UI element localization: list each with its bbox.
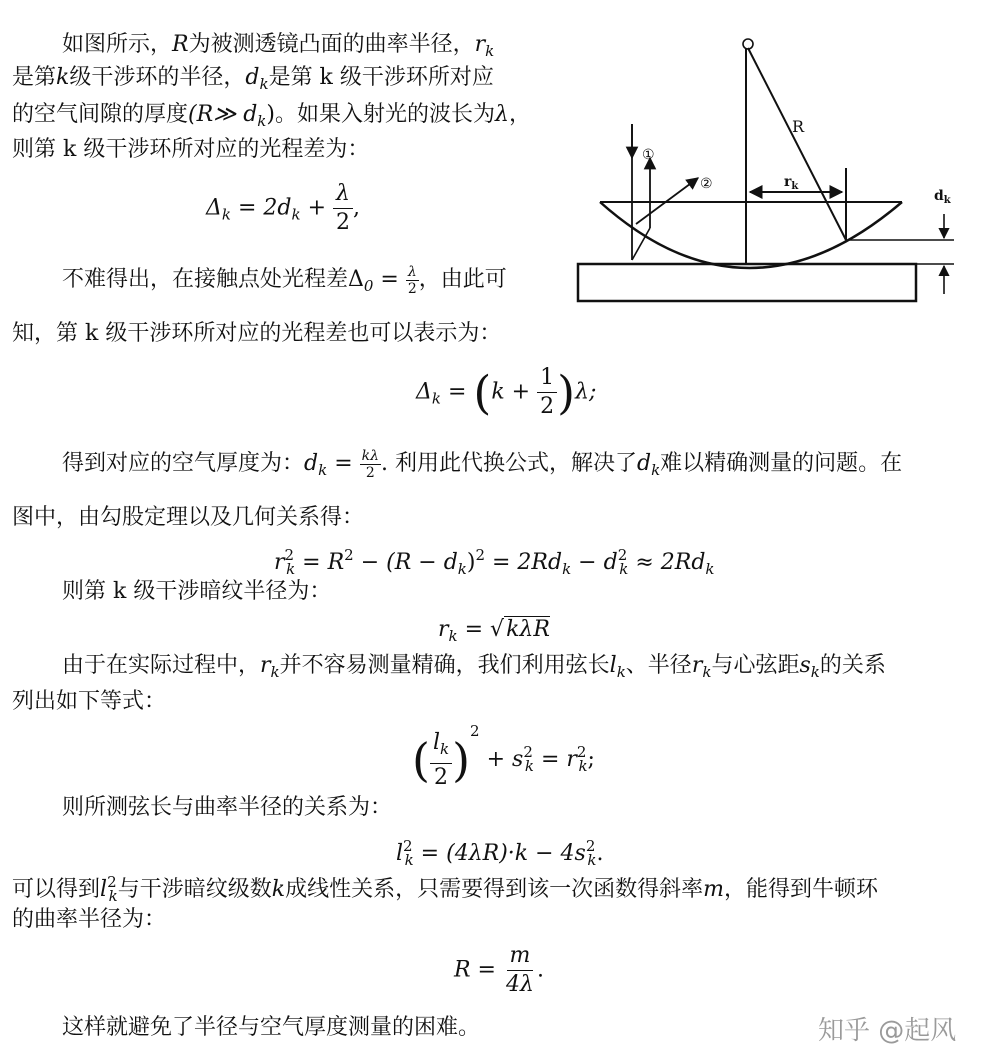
curvature-center-label: O bbox=[742, 31, 752, 45]
label-R: R bbox=[792, 117, 805, 136]
watermark: 知乎 @起风 bbox=[818, 1016, 957, 1046]
para5-line1: 由于在实际过程中，$r_k$并不容易测量精确，我们利用弦长$l_k$、半径$r_k$与心弦距$s_k$的关系 bbox=[62, 653, 886, 681]
ray2-label: ② bbox=[700, 176, 713, 192]
equation-7: R = $\frac{m}{4\lambda}$ . bbox=[454, 943, 544, 997]
equation-3: $r^2_k = R^2 - (R - d_k)^2 = 2Rd_k - d^2_k \approx 2Rd_k$ bbox=[274, 546, 715, 578]
para8: 这样就避免了半径与空气厚度测量的困难。 bbox=[62, 1015, 481, 1040]
label-rk: $r_k$ bbox=[784, 174, 799, 192]
para2-line2: 知，第 k 级干涉环所对应的光程差也可以表示为： bbox=[12, 321, 502, 346]
para1-line2: 是第k级干涉环的半径，$d_k$是第 k 级干涉环所对应 bbox=[12, 65, 494, 93]
label-dk: $d_k$ bbox=[934, 188, 951, 206]
curvature-center-marker bbox=[743, 39, 753, 49]
equation-6: $l^2_k = (4\lambda R)\cdot k - 4s^2_k$. bbox=[396, 837, 604, 869]
newton-rings-figure bbox=[570, 28, 990, 318]
para5-line2: 列出如下等式： bbox=[12, 689, 167, 714]
ray1-label: ① bbox=[642, 147, 655, 163]
radius-line bbox=[748, 48, 846, 240]
equation-5: ( $\frac{l_k}{2}$ )$^2 + s^2_k = r^2_k$; bbox=[412, 722, 595, 790]
para2-line1: 不难得出，在接触点处光程差$\Delta_0$ = $\frac{\lambda}{2}$ ，由此可 bbox=[62, 263, 507, 297]
equation-1: $\Delta_k = 2d_k$ + $\frac{\lambda}{2}$ , bbox=[206, 181, 360, 235]
glass-plate bbox=[578, 264, 916, 301]
para4: 则第 k 级干涉暗纹半径为： bbox=[62, 579, 332, 604]
equation-2: $\Delta_k = (k$ + $\frac{1}{2}$ )λ; bbox=[416, 365, 597, 420]
para7-line1: 可以得到$l^2_k$与干涉暗纹级数k成线性关系，只需要得到该一次函数得斜率m，能得到牛顿环 bbox=[12, 873, 878, 905]
para6: 则所测弦长与曲率半径的关系为： bbox=[62, 795, 393, 820]
equation-4: $r_k = √k\lambda R$ bbox=[438, 617, 550, 645]
para1-line3: 的空气间隙的厚度(R≫ $d_k$)。如果入射光的波长为λ， bbox=[12, 102, 531, 130]
para1-line1: 如图所示，R为被测透镜凸面的曲率半径，$r_k$ bbox=[62, 32, 495, 60]
para3-line2: 图中，由勾股定理以及几何关系得： bbox=[12, 505, 365, 530]
para1-line4: 则第 k 级干涉环所对应的光程差为： bbox=[12, 137, 370, 162]
para7-line2: 的曲率半径为： bbox=[12, 907, 167, 932]
para3-line1: 得到对应的空气厚度为：$d_k$ = $\frac{k\lambda}{2}$ . 利用此代换公式，解决了$d_k$难以精确测量的问题。在 bbox=[62, 447, 903, 481]
